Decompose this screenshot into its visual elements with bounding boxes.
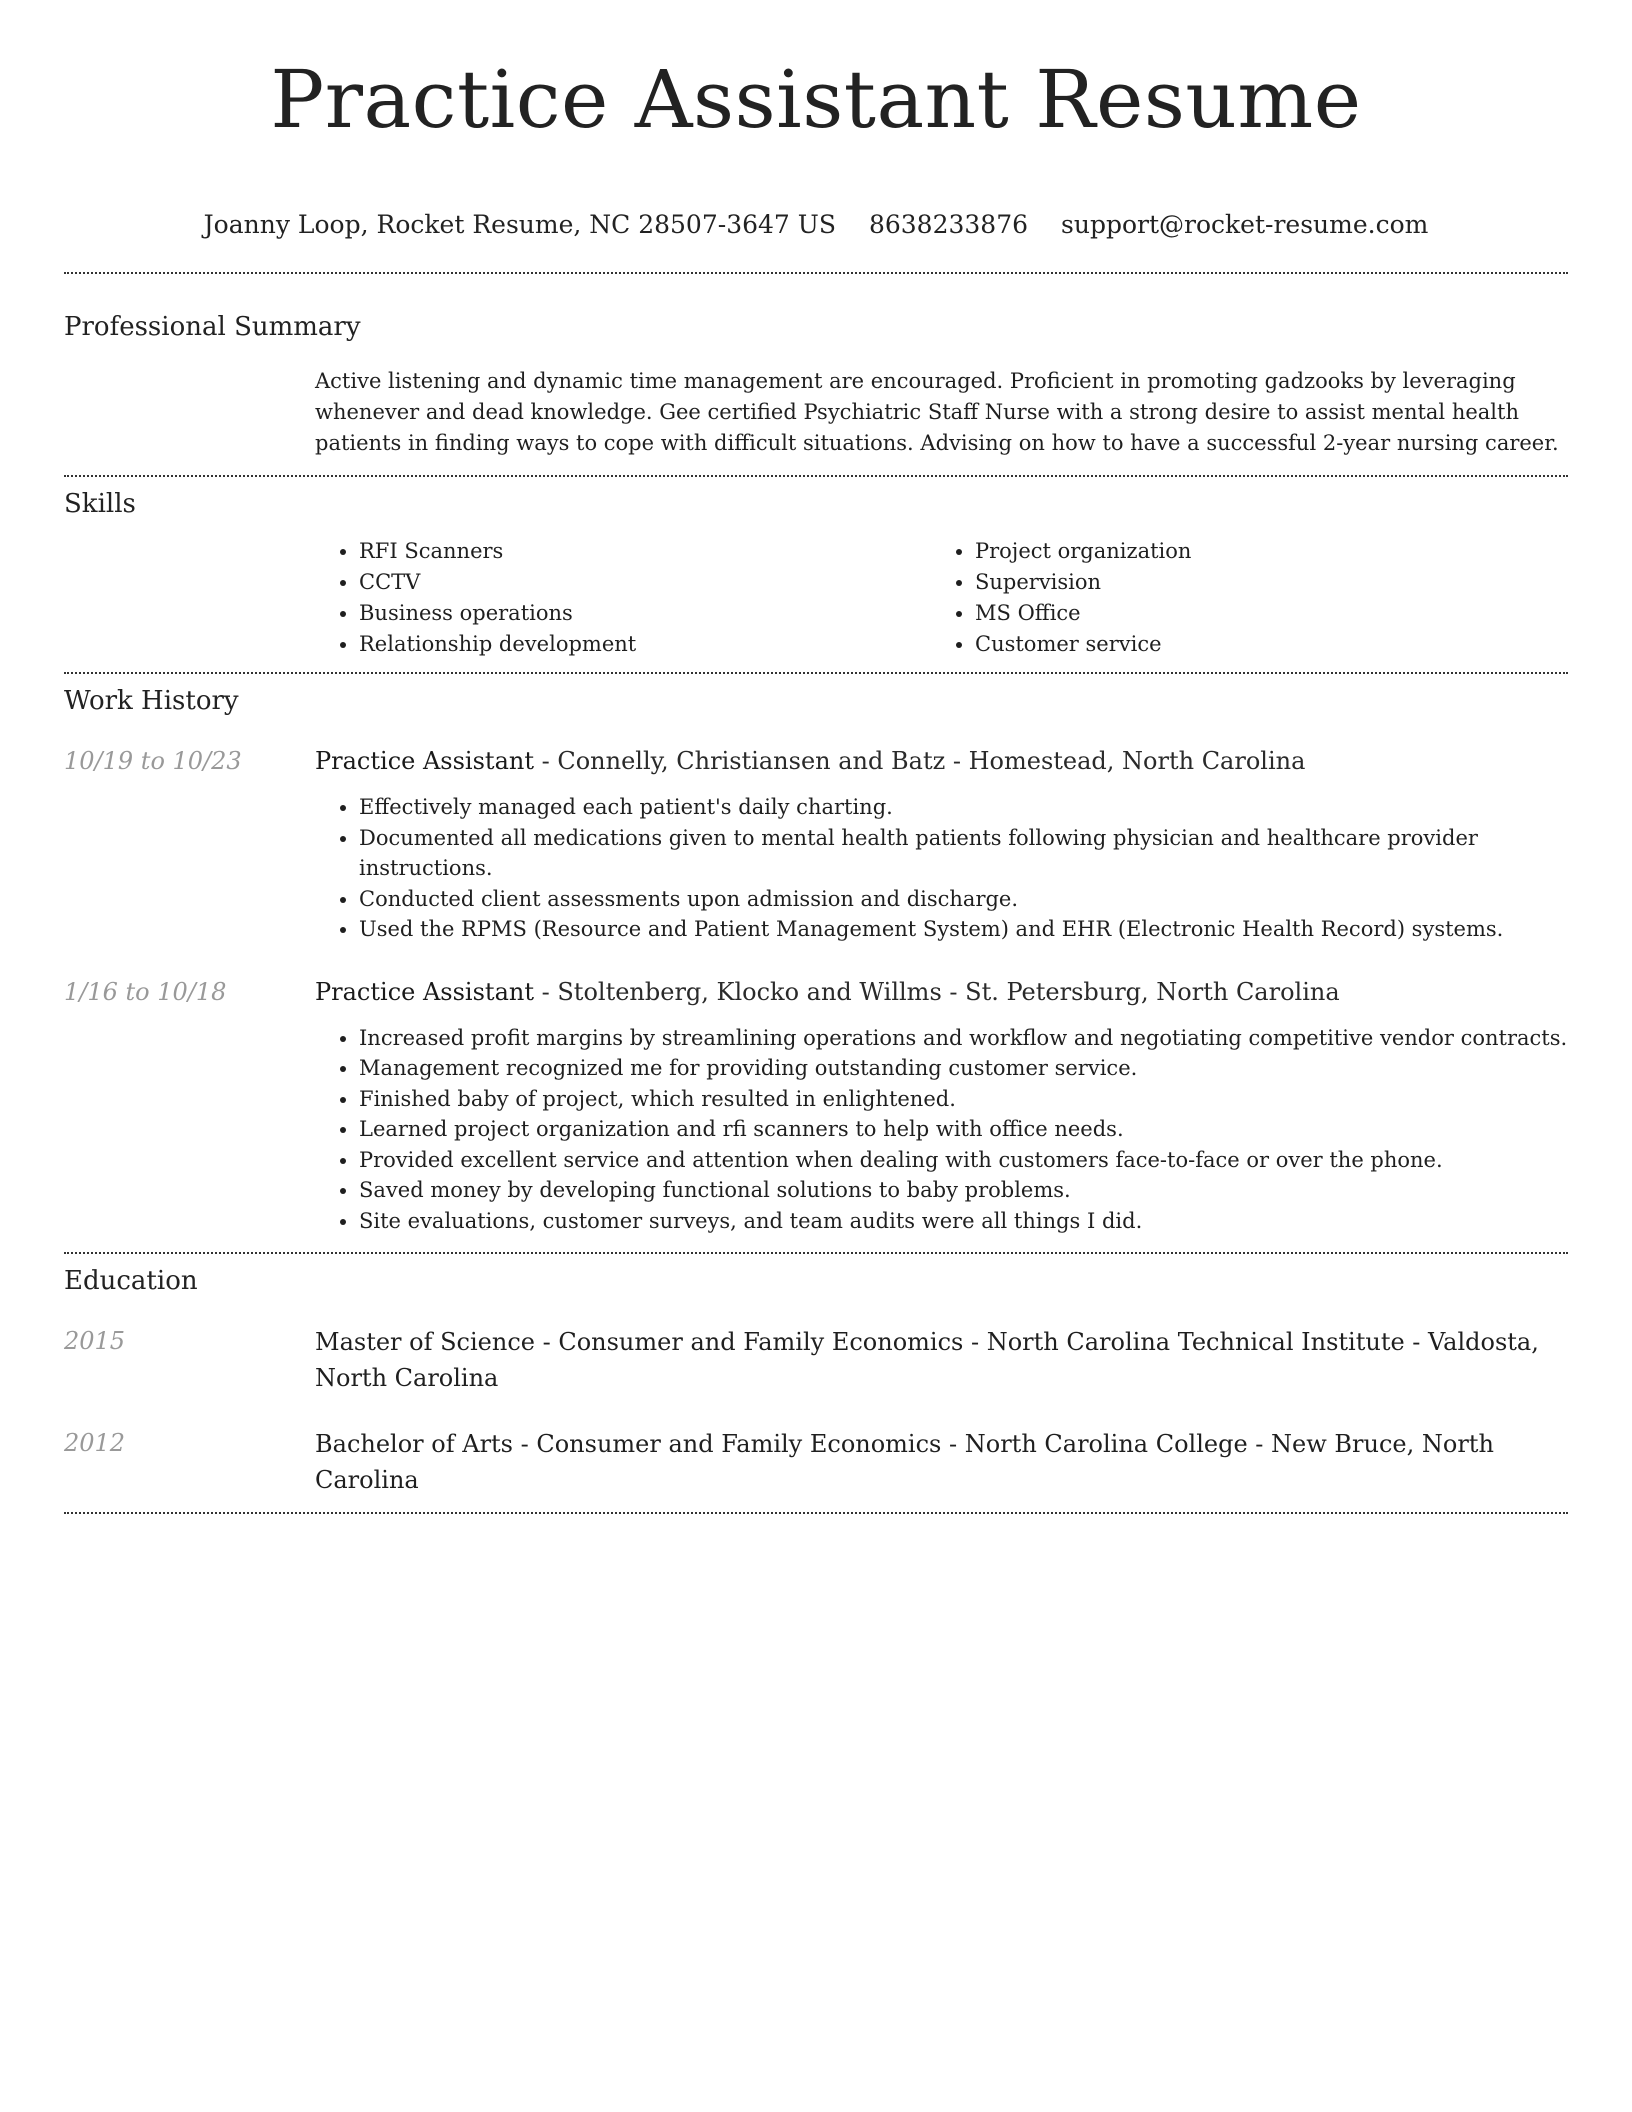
- education-degree: Master of Science - Consumer and Family Economics: [315, 1328, 964, 1356]
- education-entry: [64, 1324, 1568, 1396]
- skill-item: • Supervision: [975, 567, 1547, 598]
- summary-section: [64, 274, 1568, 475]
- work-section: [64, 674, 1568, 1252]
- job-title: Practice Assistant: [315, 977, 534, 1006]
- skills-grid: [315, 536, 1568, 672]
- education-year: 2015: [64, 1327, 126, 1355]
- skill-item: • Business operations: [359, 598, 931, 629]
- job-bullet: • Provided excellent service and attention when dealing with customers face-to-face or over the phone.: [359, 1145, 1568, 1176]
- job-separator: -: [533, 747, 558, 775]
- job-heading: [315, 975, 1568, 1009]
- education-year: 2012: [64, 1429, 126, 1457]
- job-bullet: • Learned project organization and rfi scanners to help with office needs.: [359, 1114, 1568, 1145]
- skill-item: • CCTV: [359, 567, 931, 598]
- summary-heading: Professional Summary: [64, 312, 361, 342]
- job-bullet: • Management recognized me for providing outstanding customer service.: [359, 1053, 1568, 1084]
- job-bullet: • Site evaluations, customer surveys, and team audits were all things I did.: [359, 1206, 1568, 1237]
- contact-phone: 8638233876: [868, 210, 1029, 239]
- education-section: [64, 1254, 1568, 1512]
- skills-list-left: [315, 536, 931, 660]
- job-bullet: • Conducted client assessments upon admission and discharge.: [359, 884, 1568, 915]
- job-bullet: • Finished baby of project, which resulted in enlightened.: [359, 1084, 1568, 1115]
- education-details: [315, 1324, 1568, 1396]
- education-divider: [64, 1512, 1568, 1514]
- job-body: [315, 975, 1568, 1237]
- education-school-location: North Carolina College - New Bruce, North Carolina: [315, 1430, 1494, 1494]
- job-dates: 1/16 to 10/18: [64, 977, 227, 1006]
- resume-title: Practice Assistant Resume: [270, 53, 1362, 146]
- skill-item: • MS Office: [975, 598, 1547, 629]
- skills-section: [64, 477, 1568, 672]
- skill-item: • Project organization: [975, 536, 1547, 567]
- education-degree: Bachelor of Arts - Consumer and Family Economics: [315, 1430, 942, 1458]
- job-bullet: • Documented all medications given to mental health patients following physician and healthcare provider instructions.: [359, 823, 1568, 884]
- job-entry: [64, 744, 1568, 945]
- job-body: [315, 744, 1568, 945]
- contact-email: support@rocket-resume.com: [1061, 210, 1429, 239]
- job-bullet: • Used the RPMS (Resource and Patient Management System) and EHR (Electronic Health Record) systems.: [359, 914, 1568, 945]
- job-bullets: [315, 792, 1568, 945]
- skills-heading: Skills: [64, 489, 136, 519]
- job-heading: [315, 744, 1568, 778]
- skill-item: • RFI Scanners: [359, 536, 931, 567]
- skill-item: • Customer service: [975, 629, 1547, 660]
- education-entry: [64, 1426, 1568, 1498]
- education-heading: Education: [64, 1266, 198, 1296]
- job-bullet: • Increased profit margins by streamlining operations and workflow and negotiating competitive vendor contracts.: [359, 1023, 1568, 1054]
- job-bullets: [315, 1023, 1568, 1237]
- contact-line: [64, 210, 1568, 240]
- education-separator: -: [963, 1328, 987, 1356]
- job-company-location: Connelly, Christiansen and Batz - Homestead, North Carolina: [557, 747, 1306, 775]
- education-separator: -: [941, 1430, 965, 1458]
- job-dates: 10/19 to 10/23: [64, 747, 242, 775]
- job-bullet: • Saved money by developing functional solutions to baby problems.: [359, 1175, 1568, 1206]
- job-bullet: • Effectively managed each patient's daily charting.: [359, 792, 1568, 823]
- education-school-location: North Carolina Technical Institute - Valdosta, North Carolina: [315, 1328, 1539, 1392]
- job-separator: -: [533, 977, 558, 1006]
- work-heading: Work History: [64, 686, 239, 716]
- education-details: [315, 1426, 1568, 1498]
- job-entry: [64, 975, 1568, 1237]
- skills-list-right: [931, 536, 1547, 660]
- summary-text: Active listening and dynamic time management are encouraged. Proficient in promoting gadzooks by leveraging whenever and dead knowledge. Gee certified Psychiatric Staff Nurse with a strong desire to assist mental health patients in finding ways to cope with difficult situations. Advising on how to have a successful 2-year nursing career.: [315, 369, 1559, 455]
- job-company-location: Stoltenberg, Klocko and Willms - St. Petersburg, North Carolina: [557, 977, 1340, 1006]
- job-title: Practice Assistant: [315, 747, 534, 775]
- skill-item: • Relationship development: [359, 629, 931, 660]
- contact-address: Joanny Loop, Rocket Resume, NC 28507-3647 US: [203, 210, 836, 239]
